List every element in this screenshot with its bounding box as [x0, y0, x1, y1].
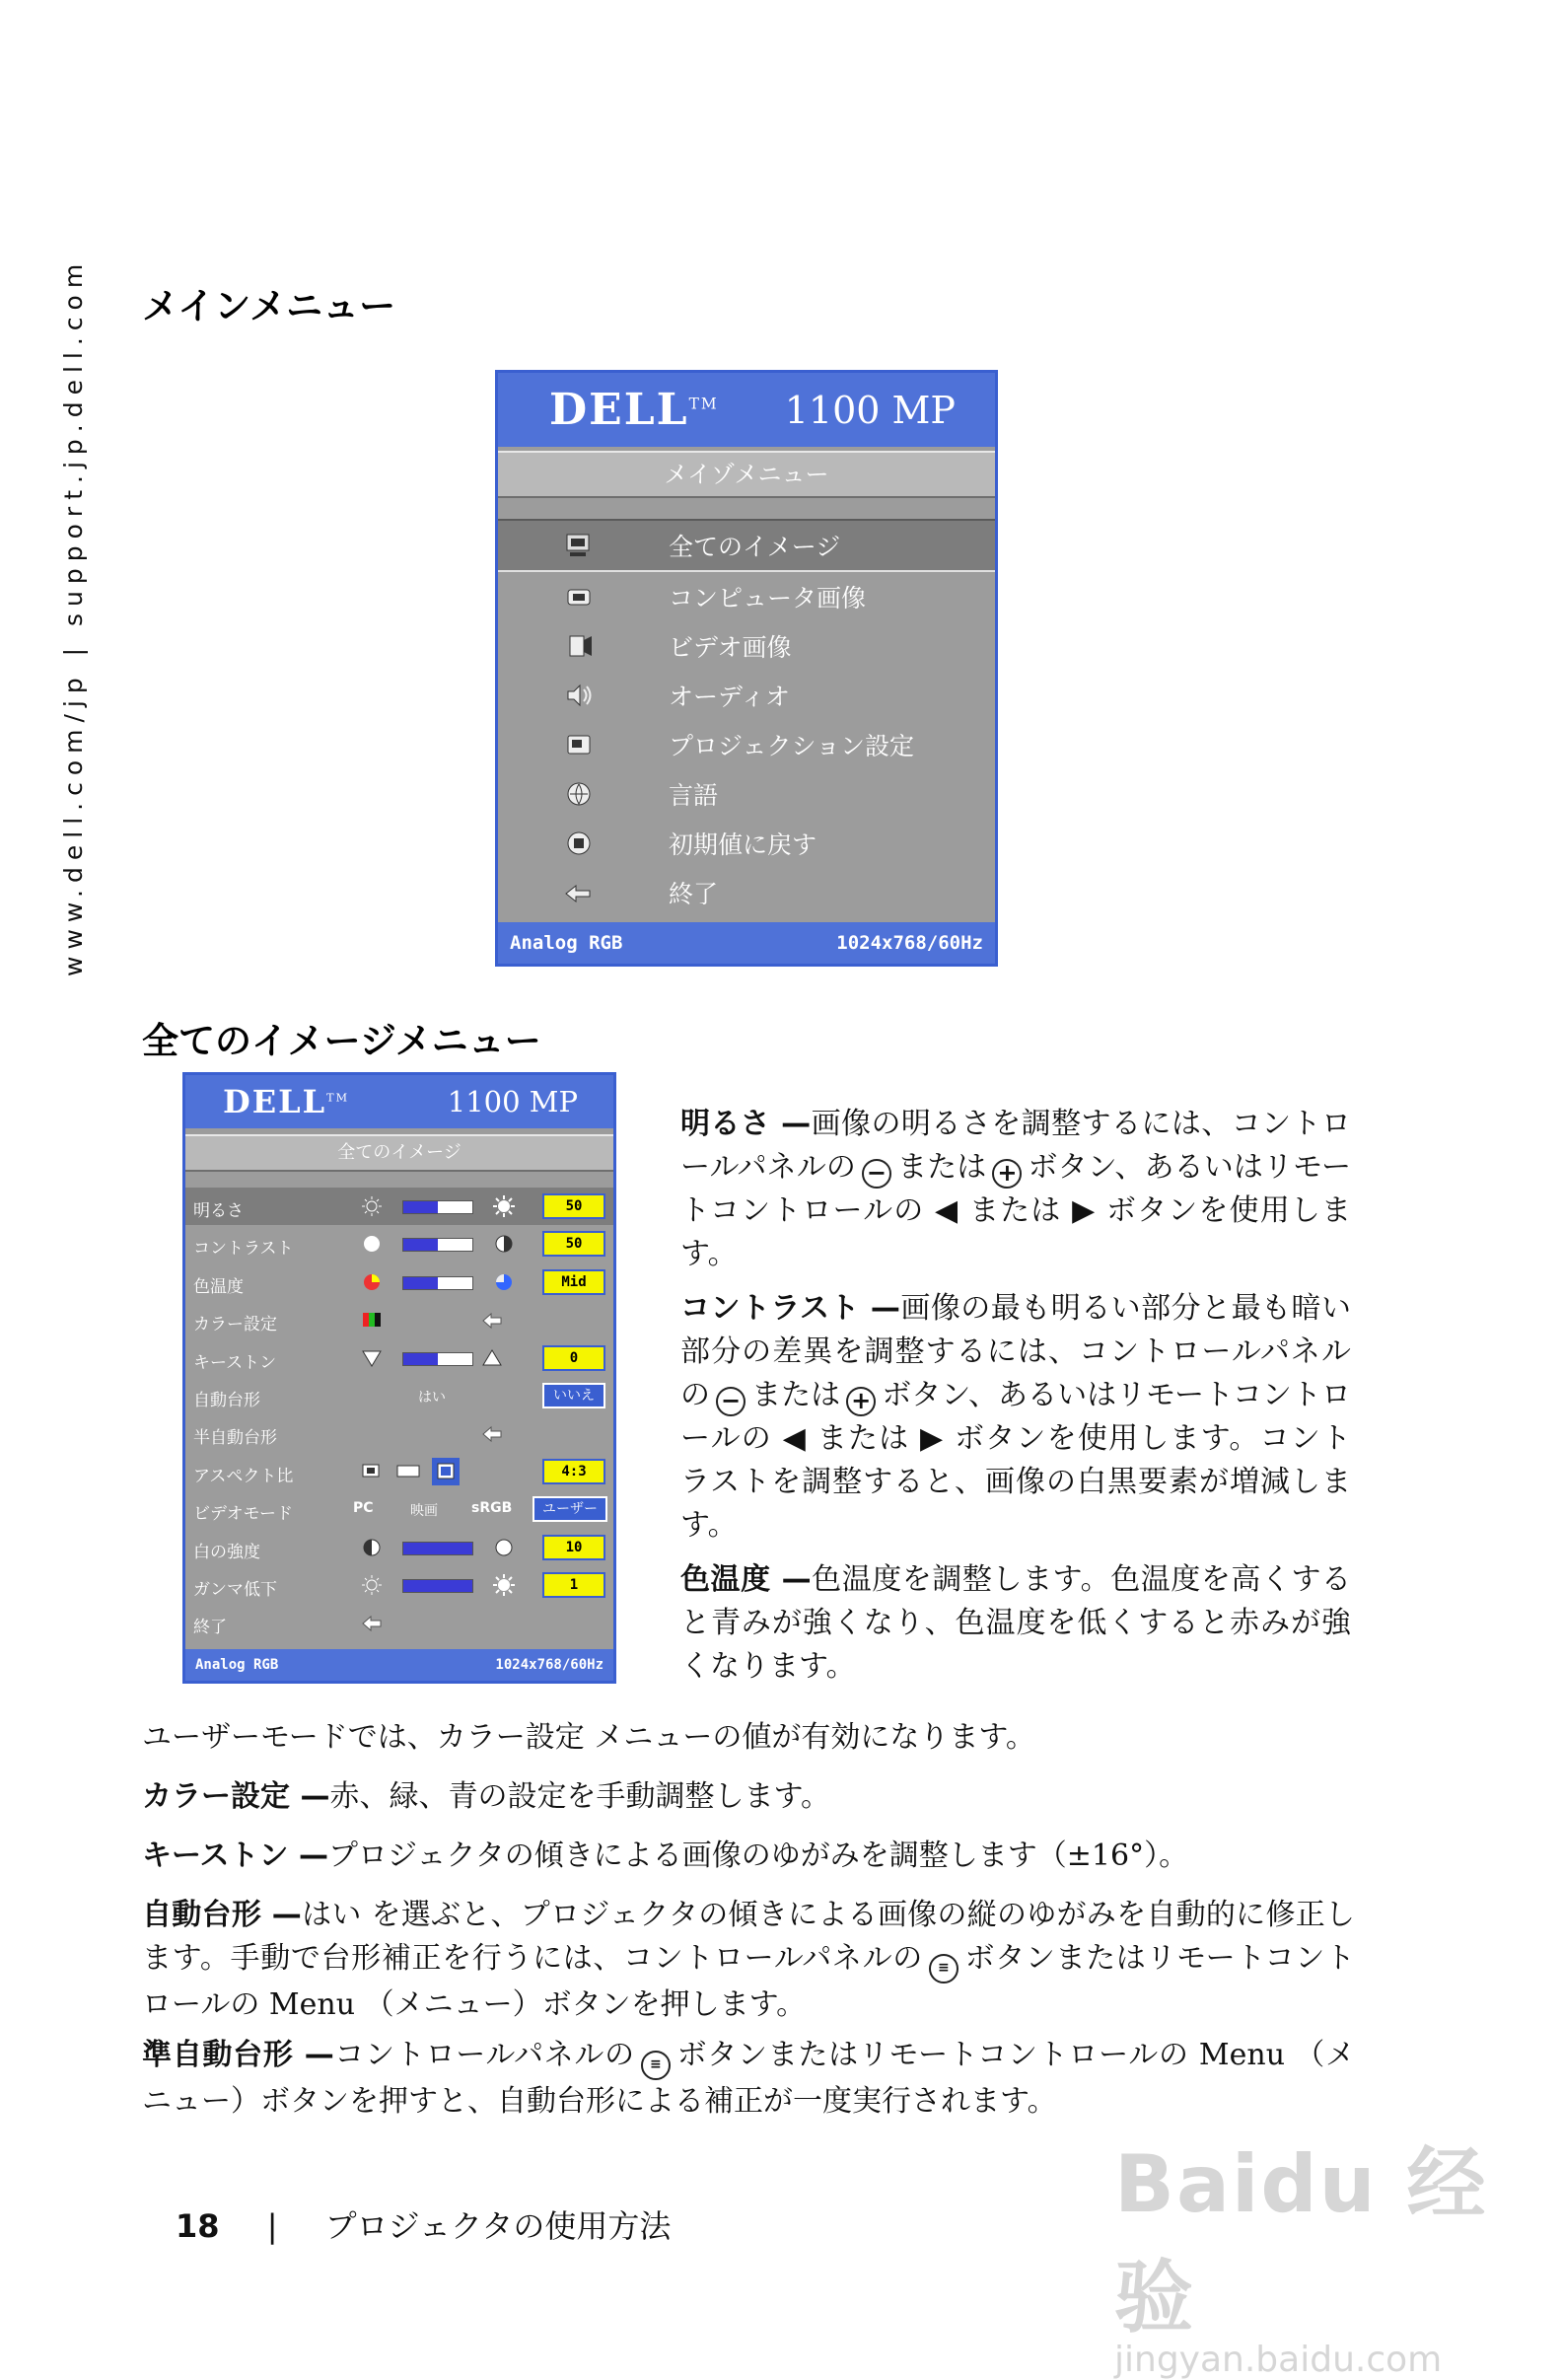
menu-item-audio[interactable]: オーディオ [498, 671, 995, 720]
menu-button-icon: ≡ [641, 2051, 671, 2080]
execute-arrow-icon [481, 1422, 503, 1444]
color-temperature-value[interactable]: Mid [542, 1269, 605, 1295]
rgb-icon [361, 1309, 383, 1331]
footer-separator: | [266, 2207, 278, 2245]
white-intensity-value[interactable]: 10 [542, 1535, 605, 1560]
sun-dim-icon [361, 1574, 383, 1596]
osd-header [185, 1075, 613, 1128]
para-color-setting: カラー設定 —赤、緑、青の設定を手動調整します。 [142, 1779, 831, 1814]
aspect-original-icon[interactable] [357, 1458, 385, 1485]
plus-button-icon: + [992, 1159, 1022, 1189]
para-auto-keystone: 自動台形 —はい を選ぶと、プロジェクタの傾きによる画像の縦のゆがみを自動的に修正します。手動で台形補正を行うには、コントロールパネルの ≡ ボタンまたはリモートコントロールの Menu （メニュー）ボタンを押します。 [142, 1898, 1355, 2022]
image-menu-osd [182, 1072, 616, 1684]
degamma-value[interactable]: 1 [542, 1572, 605, 1598]
model-name: 1100 MP [447, 1085, 578, 1118]
osd-title: 全てのイメージ [185, 1134, 613, 1172]
aspect-16-9-icon[interactable] [394, 1458, 422, 1485]
menu-item-video-image[interactable]: ビデオ画像 [498, 621, 995, 671]
exit-arrow-icon [361, 1612, 383, 1633]
all-images-icon [559, 531, 599, 560]
setting-brightness[interactable]: 明るさ 50 [185, 1188, 613, 1225]
main-menu-osd [495, 370, 998, 967]
chapter-title: プロジェクタの使用方法 [324, 2207, 672, 2245]
baidu-watermark: Baidu 经验 jingyan.baidu.com [1114, 2138, 1488, 2380]
menu-item-exit[interactable]: 終了 [498, 868, 995, 917]
aspect-4-3-icon[interactable] [432, 1458, 460, 1485]
para-semi-auto-keystone: 準自動台形 —コントロールパネルの ≡ ボタンまたはリモートコントロールの Menu （メニュー）ボタンを押すと、自動台形による補正が一度実行されます。 [142, 2038, 1355, 2119]
keystone-slider[interactable] [402, 1352, 473, 1366]
section-title-all-images: 全てのイメージメニュー [142, 1020, 541, 1062]
osd-header [498, 373, 995, 447]
contrast-high-icon [493, 1233, 515, 1255]
brightness-slider[interactable] [402, 1200, 473, 1214]
setting-semi-auto-keystone[interactable]: 半自動台形 [185, 1414, 613, 1452]
exit-arrow-icon [559, 878, 599, 907]
video-mode-value[interactable]: ユーザー [532, 1496, 607, 1522]
contrast-low-icon [361, 1233, 383, 1255]
osd-status-bar [498, 922, 995, 964]
menu-item-projection-settings[interactable]: プロジェクション設定 [498, 720, 995, 769]
menu-button-icon: ≡ [929, 1954, 958, 1983]
keystone-up-icon [481, 1347, 503, 1369]
video-mode-option-movie[interactable]: 映画 [410, 1503, 438, 1520]
speaker-icon [559, 681, 599, 710]
setting-degamma[interactable]: ガンマ低下 1 [185, 1566, 613, 1604]
setting-keystone[interactable]: キーストン 0 [185, 1339, 613, 1377]
para-contrast: コントラスト —画像の最も明るい部分と最も暗い部分の差異を調整するには、コントロールパネルの − または + ボタン、あるいはリモートコントロールの ◀ または ▶ ボタンを使用します。コントラストを調整すると、画像の白黒要素が増減します。 [680, 1291, 1352, 1543]
osd-status-bar [185, 1649, 613, 1681]
para-color-temperature: 色温度 —色温度を調整します。色温度を高くすると青みが強くなり、色温度を低くすると赤みが強くなります。 [680, 1562, 1351, 1684]
para-user-mode: ユーザーモードでは、カラー設定 メニューの値が有効になります。 [142, 1720, 1035, 1755]
auto-keystone-option-yes[interactable]: はい [418, 1389, 446, 1406]
minus-button-icon: − [716, 1387, 746, 1416]
aspect-ratio-value[interactable]: 4:3 [542, 1459, 605, 1484]
setting-white-intensity[interactable]: 白の強度 10 [185, 1529, 613, 1566]
color-temperature-slider[interactable] [402, 1276, 473, 1290]
side-url: www.dell.com/jp | support.jp.dell.com [59, 256, 88, 976]
contrast-value[interactable]: 50 [542, 1231, 605, 1257]
white-high-icon [493, 1537, 515, 1558]
image-settings-list [185, 1188, 613, 1642]
keystone-value[interactable]: 0 [542, 1345, 605, 1371]
menu-item-computer-image[interactable]: コンピュータ画像 [498, 572, 995, 621]
auto-keystone-value[interactable]: いいえ [542, 1383, 605, 1408]
setting-aspect-ratio[interactable]: アスペクト比 4:3 [185, 1453, 613, 1490]
dell-logo: DELL™ [223, 1083, 350, 1120]
main-menu-list [498, 519, 995, 917]
language-icon [559, 779, 599, 809]
degamma-slider[interactable] [402, 1579, 473, 1593]
setting-exit[interactable]: 終了 [185, 1604, 613, 1641]
menu-item-language[interactable]: 言語 [498, 769, 995, 819]
menu-item-reset-defaults[interactable]: 初期値に戻す [498, 819, 995, 868]
setting-color-setting[interactable]: カラー設定 [185, 1301, 613, 1338]
sun-dim-icon [361, 1195, 383, 1217]
color-cool-icon [493, 1271, 515, 1293]
osd-title: メイゾメニュー [498, 451, 995, 498]
white-low-icon [361, 1537, 383, 1558]
sun-bright-icon [493, 1574, 515, 1596]
contrast-slider[interactable] [402, 1238, 473, 1252]
para-brightness: 明るさ —画像の明るさを調整するには、コントロールパネルの − または + ボタン、あるいはリモートコントロールの ◀ または ▶ ボタンを使用します。 [680, 1107, 1351, 1271]
model-name: 1100 MP [784, 388, 956, 432]
projection-icon [559, 730, 599, 759]
setting-color-temperature[interactable]: 色温度 Mid [185, 1263, 613, 1301]
video-image-icon [559, 631, 599, 661]
setting-contrast[interactable]: コントラスト 50 [185, 1225, 613, 1262]
page-number: 18 [176, 2207, 220, 2245]
resolution-label: 1024x768/60Hz [836, 932, 983, 954]
source-label: Analog RGB [195, 1657, 279, 1673]
section-title-main-menu: メインメニュー [142, 285, 396, 327]
reset-icon [559, 829, 599, 858]
color-warm-icon [361, 1271, 383, 1293]
resolution-label: 1024x768/60Hz [495, 1657, 604, 1673]
video-mode-option-pc[interactable]: PC [353, 1500, 374, 1517]
submenu-arrow-icon [481, 1309, 503, 1331]
video-mode-option-srgb[interactable]: sRGB [471, 1500, 513, 1517]
brightness-value[interactable]: 50 [542, 1193, 605, 1219]
source-label: Analog RGB [510, 932, 623, 954]
keystone-down-icon [361, 1347, 383, 1369]
page-footer [176, 2201, 671, 2247]
setting-auto-keystone[interactable]: 自動台形 はい いいえ [185, 1377, 613, 1414]
menu-item-all-images[interactable]: 全てのイメージ [498, 519, 995, 572]
sun-bright-icon [493, 1195, 515, 1217]
white-intensity-slider[interactable] [402, 1542, 473, 1555]
setting-video-mode[interactable]: ビデオモード PC 映画 sRGB ユーザー [185, 1490, 613, 1528]
para-keystone: キーストン —プロジェクタの傾きによる画像のゆがみを調整します（±16°）。 [142, 1839, 1189, 1873]
minus-button-icon: − [862, 1159, 891, 1189]
dell-logo: DELL™ [549, 385, 719, 435]
computer-image-icon [559, 582, 599, 612]
plus-button-icon: + [846, 1387, 876, 1416]
